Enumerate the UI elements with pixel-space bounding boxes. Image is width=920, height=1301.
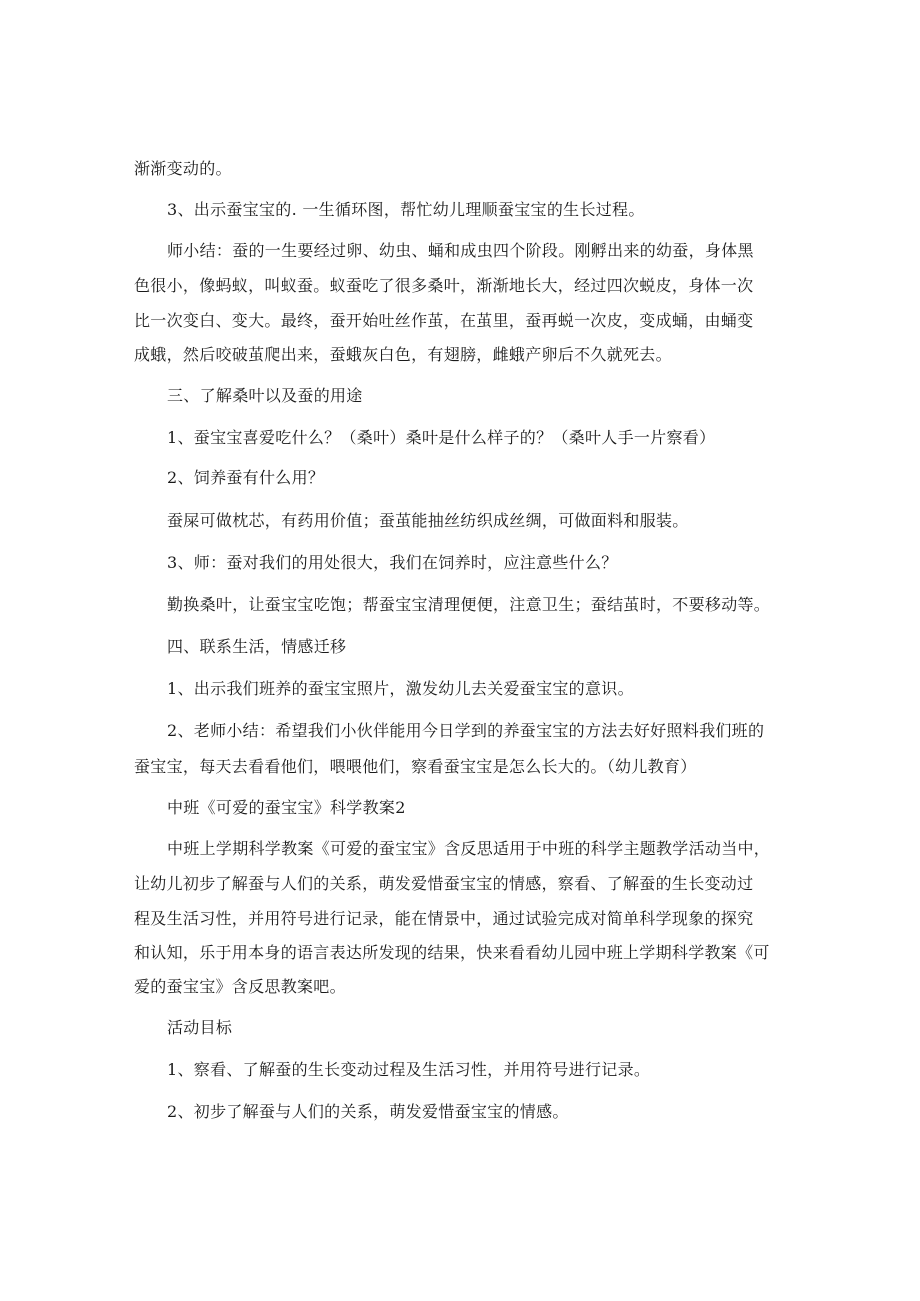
text-line: 1、蚕宝宝喜爱吃什么？（桑叶）桑叶是什么样子的？（桑叶人手一片察看） (167, 428, 716, 447)
section-heading: 活动目标 (167, 1018, 233, 1037)
text-line: 1、出示我们班养的蚕宝宝照片，激发幼儿去关爱蚕宝宝的意识。 (167, 679, 634, 698)
text-line: 渐渐变动的。 (134, 159, 232, 178)
text-line: 中班上学期科学教案《可爱的蚕宝宝》含反思适用于中班的科学主题教学活动当中， (167, 839, 771, 858)
text-line: 爱的蚕宝宝》含反思教案吧。 (134, 977, 346, 996)
text-line: 蚕宝宝，每天去看看他们，喂喂他们，察看蚕宝宝是怎么长大的。（幼儿教育） (134, 757, 697, 776)
text-line: 师小结：蚕的一生要经过卵、幼虫、蛹和成虫四个阶段。刚孵出来的幼蚕，身体黑 (167, 241, 754, 260)
section-heading: 四、联系生活，情感迁移 (167, 637, 347, 656)
text-line: 比一次变白、变大。最终，蚕开始吐丝作茧，在茧里，蚕再蜕一次皮，变成蛹，由蛹变 (134, 311, 754, 330)
text-line: 3、出示蚕宝宝的. 一生循环图，帮忙幼儿理顺蚕宝宝的生长过程。 (167, 200, 645, 219)
text-line: 蚕屎可做枕芯，有药用价值；蚕茧能抽丝纺织成丝绸，可做面料和服装。 (167, 511, 689, 530)
text-line: 3、师：蚕对我们的用处很大，我们在饲养时，应注意些什么？ (167, 553, 618, 572)
text-line: 1、察看、了解蚕的生长变动过程及生活习性，并用符号进行记录。 (167, 1060, 651, 1079)
text-line: 2、饲养蚕有什么用？ (167, 468, 325, 487)
section-heading: 三、了解桑叶以及蚕的用途 (167, 386, 363, 405)
text-line: 让幼儿初步了解蚕与人们的关系，萌发爱惜蚕宝宝的情感，察看、了解蚕的生长变动过 (134, 874, 754, 893)
text-line: 成蛾，然后咬破茧爬出来，蚕蛾灰白色，有翅膀，雌蛾产卵后不久就死去。 (134, 345, 672, 364)
text-line: 2、初步了解蚕与人们的关系，萌发爱惜蚕宝宝的情感。 (167, 1102, 569, 1121)
section-heading: 中班《可爱的蚕宝宝》科学教案2 (167, 798, 406, 817)
text-line: 色很小，像蚂蚁，叫蚁蚕。蚁蚕吃了很多桑叶，渐渐地长大，经过四次蜕皮，身体一次 (134, 276, 754, 295)
text-line: 2、老师小结：希望我们小伙伴能用今日学到的养蚕宝宝的方法去好好照料我们班的 (167, 721, 765, 740)
text-line: 勤换桑叶，让蚕宝宝吃饱；帮蚕宝宝清理便便，注意卫生；蚕结茧时，不要移动等。 (167, 595, 771, 614)
text-line: 程及生活习性，并用符号进行记录，能在情景中，通过试验完成对简单科学现象的探究 (134, 909, 754, 928)
text-line: 和认知，乐于用本身的语言表达所发现的结果，快来看看幼儿园中班上学期科学教案《可 (134, 943, 770, 962)
